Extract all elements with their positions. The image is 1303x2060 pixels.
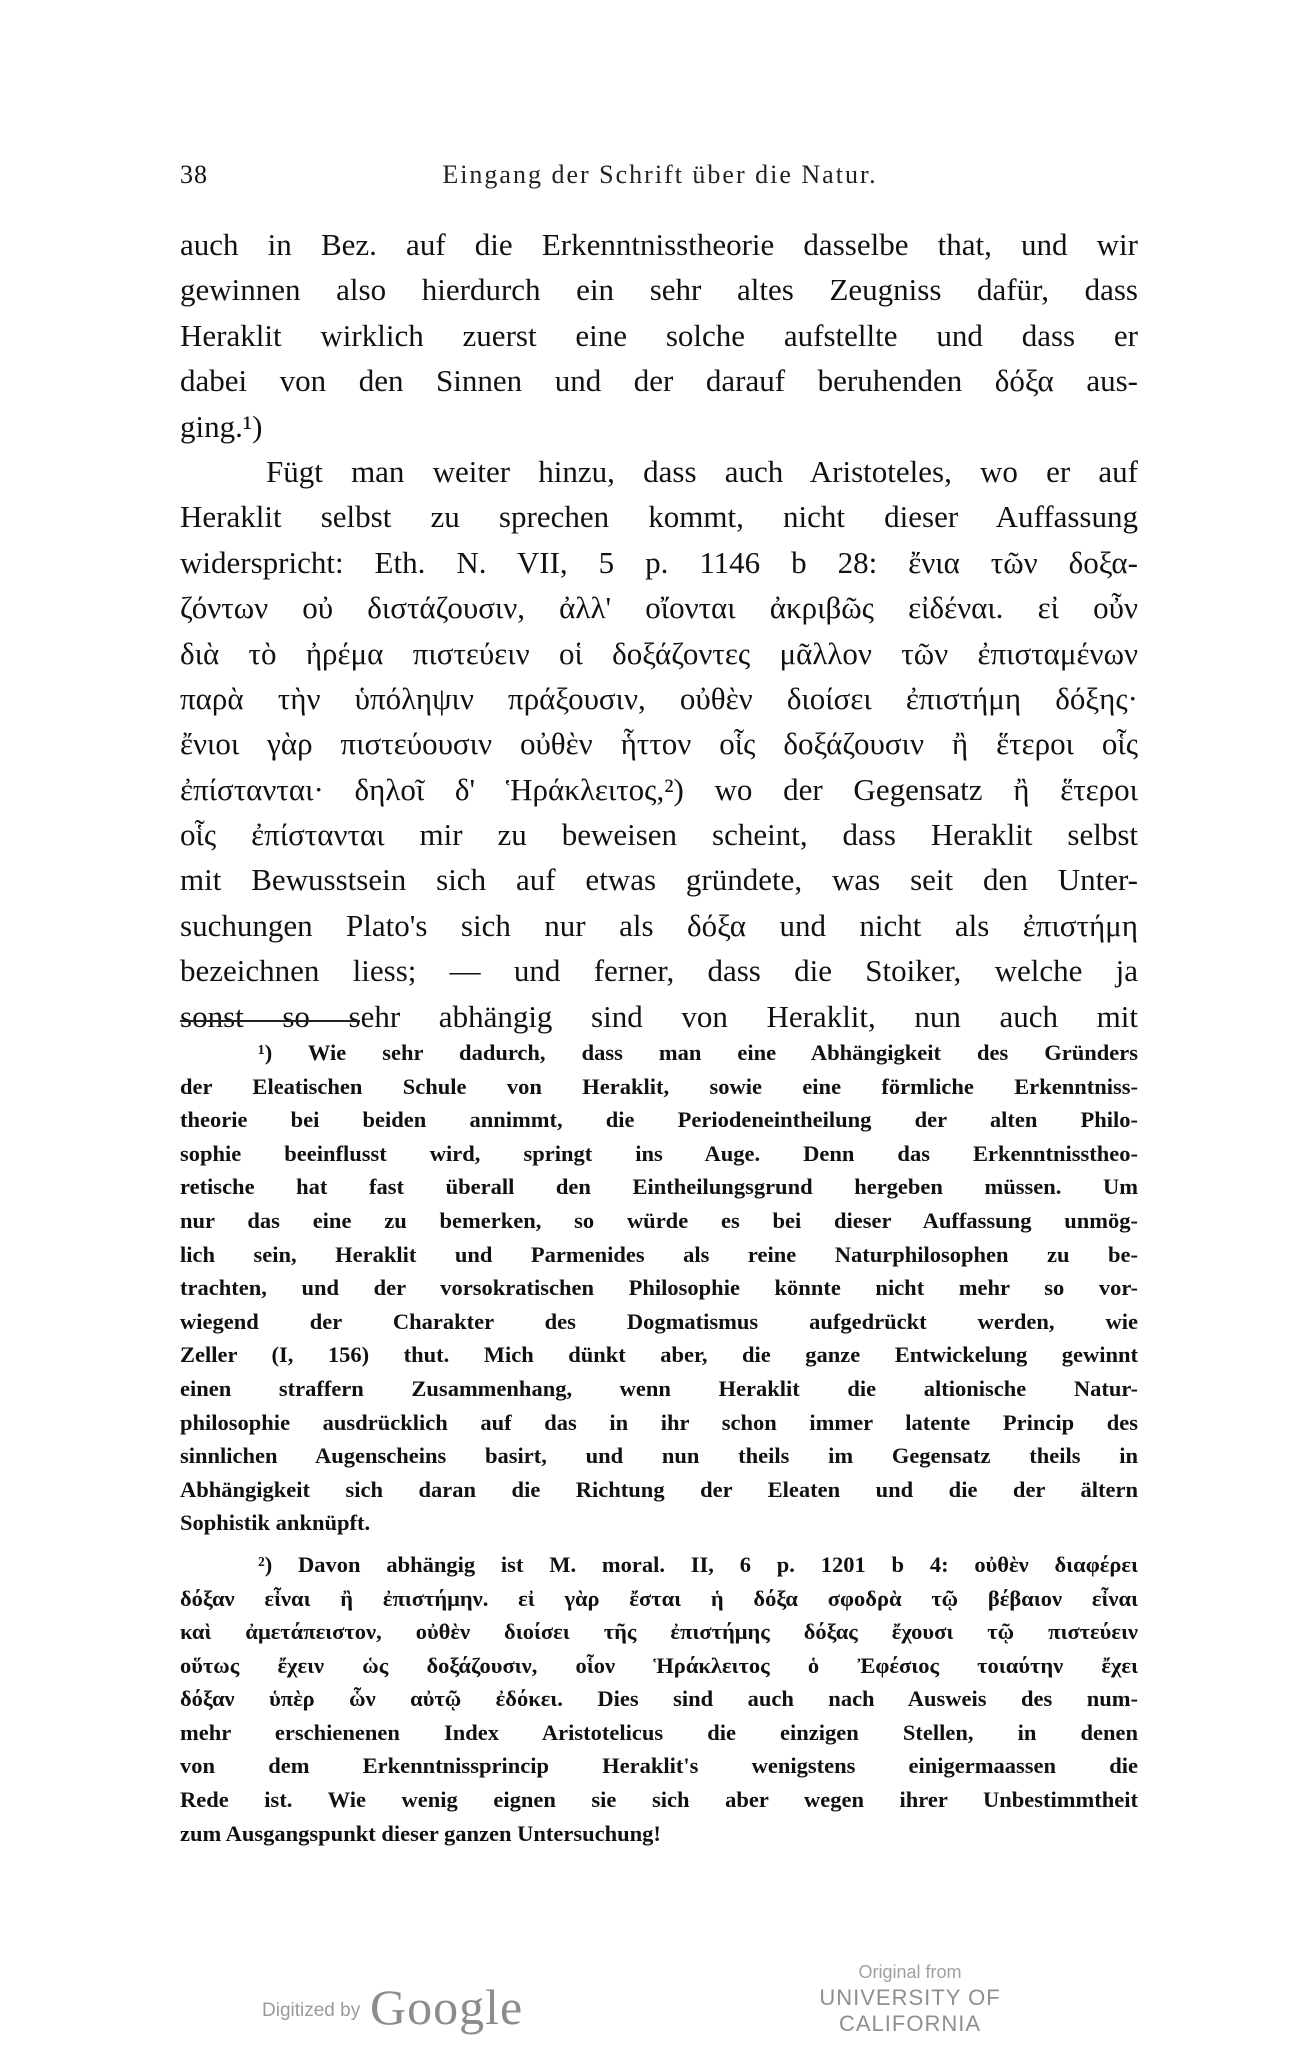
body-line: Heraklit selbst zu sprechen kommt, nicht dieser Auffassung [180, 499, 1138, 535]
footnote-line: Abhängigkeit sich daran die Richtung der Eleaten und die der ältern [180, 1476, 1138, 1502]
footnote-line: sinnlichen Augenscheins basirt, und nun theils im Gegensatz theils in [180, 1443, 1138, 1469]
footnote-line: wiegend der Charakter des Dogmatismus aufgedrückt werden, wie [180, 1308, 1138, 1334]
footnote-line: der Eleatischen Schule von Heraklit, sowie eine förmliche Erkenntniss- [180, 1073, 1138, 1099]
page-header [180, 160, 1140, 200]
origin-label: Original from [858, 1962, 962, 1982]
footnote-line: lich sein, Heraklit und Parmenides als reine Naturphilosophen zu be- [180, 1241, 1138, 1267]
footnote-line: mehr erschienenen Index Aristotelicus die einzigen Stellen, in denen [180, 1719, 1138, 1745]
footnote-line: οὕτως ἔχειν ὡς δοξάζουσιν, οἷον Ἡράκλειτος ὁ Ἐφέσιος τοιαύτην ἔχει [180, 1652, 1138, 1678]
running-title: Eingang der Schrift über die Natur. [442, 160, 878, 189]
body-line: ging.¹) [180, 408, 263, 444]
footnote-line: einen straffern Zusammenhang, wenn Heraklit die altionische Natur- [180, 1375, 1138, 1401]
footnote-line: nur das eine zu bemerken, so würde es bei dieser Auffassung unmög- [180, 1207, 1138, 1233]
body-text [180, 222, 1138, 1039]
footnote-line: theorie bei beiden annimmt, die Periodeneintheilung der alten Philo- [180, 1107, 1138, 1133]
body-line: οἷς ἐπίστανται mir zu beweisen scheint, dass Heraklit selbst [180, 817, 1138, 853]
footnote-line: δόξαν ὑπὲρ ὧν αὐτῷ ἐδόκει. Dies sind auch nach Ausweis des num- [180, 1686, 1138, 1712]
body-line: Fügt man weiter hinzu, dass auch Aristoteles, wo er auf [266, 453, 1138, 489]
digitized-label: Digitized by [262, 2000, 361, 2021]
footnote-line: sophie beeinflusst wird, springt ins Auge. Denn das Erkenntnisstheo- [180, 1140, 1138, 1166]
body-line: παρὰ τὴν ὑπόληψιν πράξουσιν, οὐθὲν διοίσει ἐπιστήμη δόξης· [180, 680, 1138, 716]
footnote-line: Sophistik anknüpft. [180, 1510, 371, 1536]
body-line: sonst so sehr abhängig sind von Heraklit, nun auch mit [180, 998, 1138, 1034]
footnote-line: zum Ausgangspunkt dieser ganzen Untersuchung! [180, 1820, 661, 1846]
origin-source: UNIVERSITY OF CALIFORNIA [819, 1985, 1001, 2036]
body-line: ἐπίστανται· δηλοῖ δ' Ἡράκλειτος,²) wo der Gegensatz ἢ ἕτεροι [180, 771, 1138, 807]
body-line: gewinnen also hierdurch ein sehr altes Zeugniss dafür, dass [180, 272, 1138, 308]
footnote-divider [180, 1020, 360, 1022]
body-line: widerspricht: Eth. N. VII, 5 p. 1146 b 28: ἔνια τῶν δοξα- [180, 544, 1138, 580]
body-line: dabei von den Sinnen und der darauf beruhenden δόξα aus- [180, 363, 1138, 399]
footnote-line: retische hat fast überall den Eintheilungsgrund hergeben müssen. Um [180, 1174, 1138, 1200]
body-line: διὰ τὸ ἠρέμα πιστεύειν οἱ δοξάζοντες μᾶλλον τῶν ἐπισταμένων [180, 635, 1138, 671]
body-line: Heraklit wirklich zuerst eine solche aufstellte und dass er [180, 317, 1138, 353]
body-line: auch in Bez. auf die Erkenntnisstheorie dasselbe that, und wir [180, 227, 1138, 262]
footnote-line: δόξαν εἶναι ἢ ἐπιστήμην. εἰ γὰρ ἔσται ἡ δόξα σφοδρὰ τῷ βέβαιον εἶναι [180, 1585, 1138, 1611]
body-line: mit Bewusstsein sich auf etwas gründete, was seit den Unter- [180, 862, 1138, 898]
body-line: suchungen Plato's sich nur als δόξα und nicht als ἐπιστήμη [180, 907, 1138, 943]
footnote-line: Rede ist. Wie wenig eignen sie sich aber wegen ihrer Unbestimmtheit [180, 1787, 1138, 1813]
footnote-line: ¹) Wie sehr dadurch, dass man eine Abhängigkeit des Gründers [258, 1040, 1138, 1065]
footnote-line: philosophie ausdrücklich auf das in ihr schon immer latente Princip des [180, 1409, 1138, 1435]
footnote-line: καὶ ἀμετάπειστον, οὐθὲν διοίσει τῆς ἐπιστήμης δόξας ἔχουσι τῷ πιστεύειν [180, 1619, 1138, 1645]
body-line: bezeichnen liess; — und ferner, dass die Stoiker, welche ja [180, 953, 1138, 989]
google-logo: Google [370, 1979, 524, 2035]
original-from-watermark [760, 1962, 1060, 2036]
footnote-line: ²) Davon abhängig ist M. moral. II, 6 p. 1201 b 4: οὐθὲν διαφέρει [258, 1551, 1138, 1577]
footnote-line: Zeller (I, 156) thut. Mich dünkt aber, die ganze Entwickelung gewinnt [180, 1342, 1138, 1368]
page-number: 38 [180, 160, 208, 189]
footnote-line: trachten, und der vorsokratischen Philosophie könnte nicht mehr so vor- [180, 1275, 1138, 1301]
footnote-line: von dem Erkenntnissprincip Heraklit's wenigstens einigermaassen die [180, 1753, 1138, 1779]
footnotes [180, 1036, 1138, 1850]
body-line: ἔνιοι γὰρ πιστεύουσιν οὐθὲν ἧττον οἷς δοξάζουσιν ἢ ἕτεροι οἷς [180, 726, 1138, 762]
body-line: ζόντων οὐ διστάζουσιν, ἀλλ' οἴονται ἀκριβῶς εἰδέναι. εἰ οὖν [180, 590, 1138, 626]
